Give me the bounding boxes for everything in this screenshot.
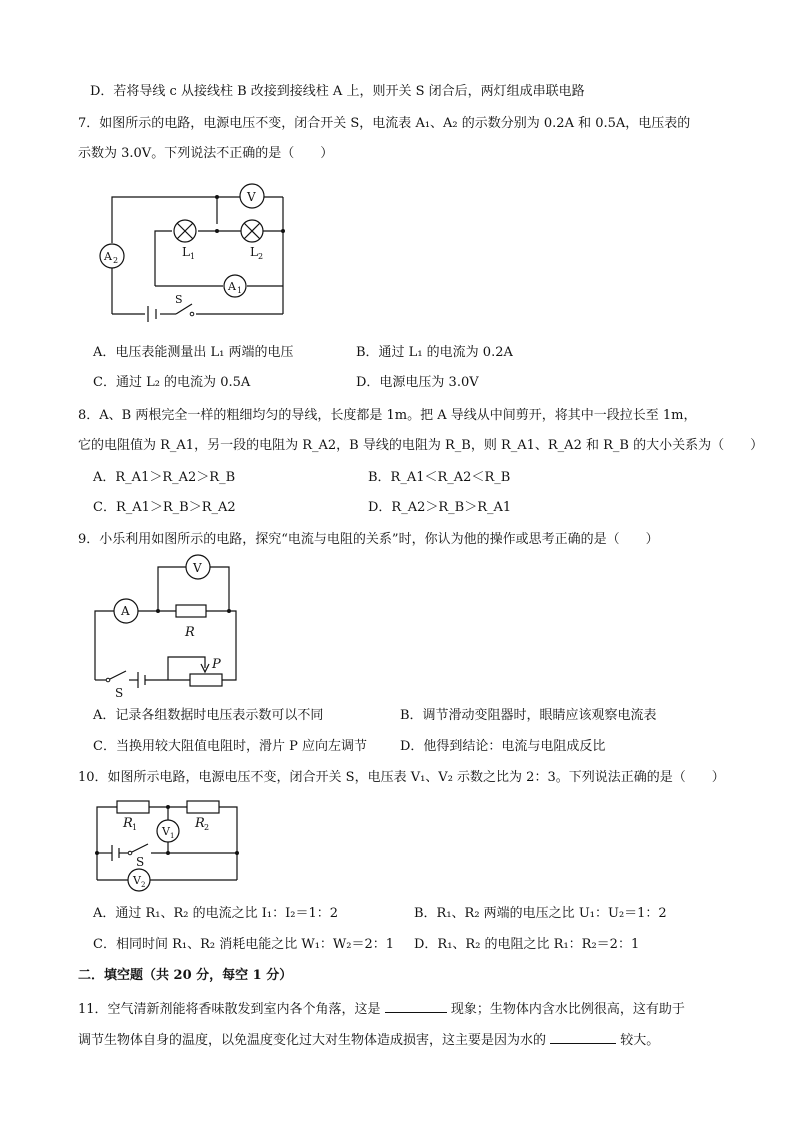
section2-heading: 二．填空题（共 20 分，每空 1 分） xyxy=(78,968,293,983)
q7-lamp2-sub: 2 xyxy=(258,252,264,261)
q11-blank-1[interactable] xyxy=(385,1000,447,1013)
q7-option-d: D．电源电压为 3.0V xyxy=(356,375,479,390)
q10-v2-label: V xyxy=(133,874,141,887)
q7-lamp2-label: L xyxy=(250,245,258,259)
q9-switch-label: S xyxy=(115,686,124,700)
q11-line1 xyxy=(78,1000,685,1018)
q10-v1-sub: 1 xyxy=(170,832,175,840)
q8-option-b: B．R_A1＜R_A2＜R_B xyxy=(368,470,511,485)
q11-line1-part-a: 11．空气清新剂能将香味散发到室内各个角落，这是 xyxy=(78,1002,381,1017)
q7-ammeter2-label: A xyxy=(104,250,112,263)
q9-ammeter-label: A xyxy=(121,604,130,618)
q10-option-b: B．R₁、R₂ 两端的电压之比 U₁：U₂＝1：2 xyxy=(414,906,667,921)
q9-option-a: A．记录各组数据时电压表示数可以不同 xyxy=(93,708,324,723)
q8-stem-line1: 8．A、B 两根完全一样的粗细均匀的导线，长度都是 1m。把 A 导线从中间剪开，将其中一段拉长至 1m， xyxy=(78,408,697,423)
q10-switch-label: S xyxy=(136,855,145,869)
q6-option-d: D．若将导线 c 从接线柱 B 改接到接线柱 A 上，则开关 S 闭合后，两灯组成串联电路 xyxy=(90,84,585,99)
q10-v1-label: V xyxy=(162,825,170,838)
q7-stem-line1: 7．如图所示的电路，电源电压不变，闭合开关 S，电流表 A₁、A₂ 的示数分别为 0.2A 和 0.5A，电压表的 xyxy=(78,116,691,131)
q10-r1-label: R xyxy=(123,816,133,831)
q7-ammeter1-label: A xyxy=(228,280,236,293)
q10-option-c: C．相同时间 R₁、R₂ 消耗电能之比 W₁：W₂＝2：1 xyxy=(93,937,395,952)
q7-lamp1-label: L xyxy=(182,245,190,259)
q8-option-a: A．R_A1＞R_A2＞R_B xyxy=(93,470,236,485)
q7-ammeter1-sub: 1 xyxy=(237,286,243,295)
q7-option-b: B．通过 L₁ 的电流为 0.2A xyxy=(356,345,513,360)
q11-line1-part-b: 现象；生物体内含水比例很高，这有助于 xyxy=(450,1002,685,1017)
q9-slider-label: P xyxy=(212,657,221,672)
q8-stem-line2: 它的电阻值为 R_A1，另一段的电阻为 R_A2，B 导线的电阻为 R_B，则 R_A1、R_A2 和 R_B 的大小关系为（ ） xyxy=(78,438,764,453)
q11-blank-2[interactable] xyxy=(550,1031,616,1044)
q10-option-d: D．R₁、R₂ 的电阻之比 R₁：R₂＝2：1 xyxy=(414,937,640,952)
q10-r1-sub: 1 xyxy=(132,823,138,832)
q7-lamp1-sub: 1 xyxy=(190,252,196,261)
q11-line2 xyxy=(78,1031,659,1049)
q8-option-c: C．R_A1＞R_B＞R_A2 xyxy=(93,500,236,515)
q9-resistor-label: R xyxy=(185,625,195,640)
q9-option-d: D．他得到结论：电流与电阻成反比 xyxy=(400,739,606,754)
q11-line2-part-b: 较大。 xyxy=(620,1033,660,1048)
q9-option-b: B．调节滑动变阻器时，眼睛应该观察电流表 xyxy=(400,708,657,723)
q9-option-c: C．当换用较大阻值电阻时，滑片 P 应向左调节 xyxy=(93,739,367,754)
q9-voltmeter-label: V xyxy=(193,561,202,575)
q7-voltmeter-label: V xyxy=(247,190,256,204)
q10-option-a: A．通过 R₁、R₂ 的电流之比 I₁：I₂＝1：2 xyxy=(93,906,339,921)
q7-option-a: A．电压表能测量出 L₁ 两端的电压 xyxy=(93,345,294,360)
q10-stem: 10．如图所示电路，电源电压不变，闭合开关 S，电压表 V₁、V₂ 示数之比为 2：3。下列说法正确的是（ ） xyxy=(78,770,725,785)
q10-r2-label: R xyxy=(195,816,205,831)
q7-option-c: C．通过 L₂ 的电流为 0.5A xyxy=(93,375,251,390)
q8-option-d: D．R_A2＞R_B＞R_A1 xyxy=(368,500,512,515)
q10-v2-sub: 2 xyxy=(141,881,146,889)
q10-r2-sub: 2 xyxy=(204,823,210,832)
q7-switch-label: S xyxy=(175,293,183,306)
q9-stem: 9．小乐利用如图所示的电路，探究“电流与电阻的关系”时，你认为他的操作或思考正确的是（ ） xyxy=(78,532,659,547)
q7-ammeter2-sub: 2 xyxy=(113,256,119,265)
q7-stem-line2: 示数为 3.0V。下列说法不正确的是（ ） xyxy=(78,146,334,161)
q11-line2-part-a: 调节生物体自身的温度，以免温度变化过大对生物体造成损害，这主要是因为水的 xyxy=(78,1033,547,1048)
